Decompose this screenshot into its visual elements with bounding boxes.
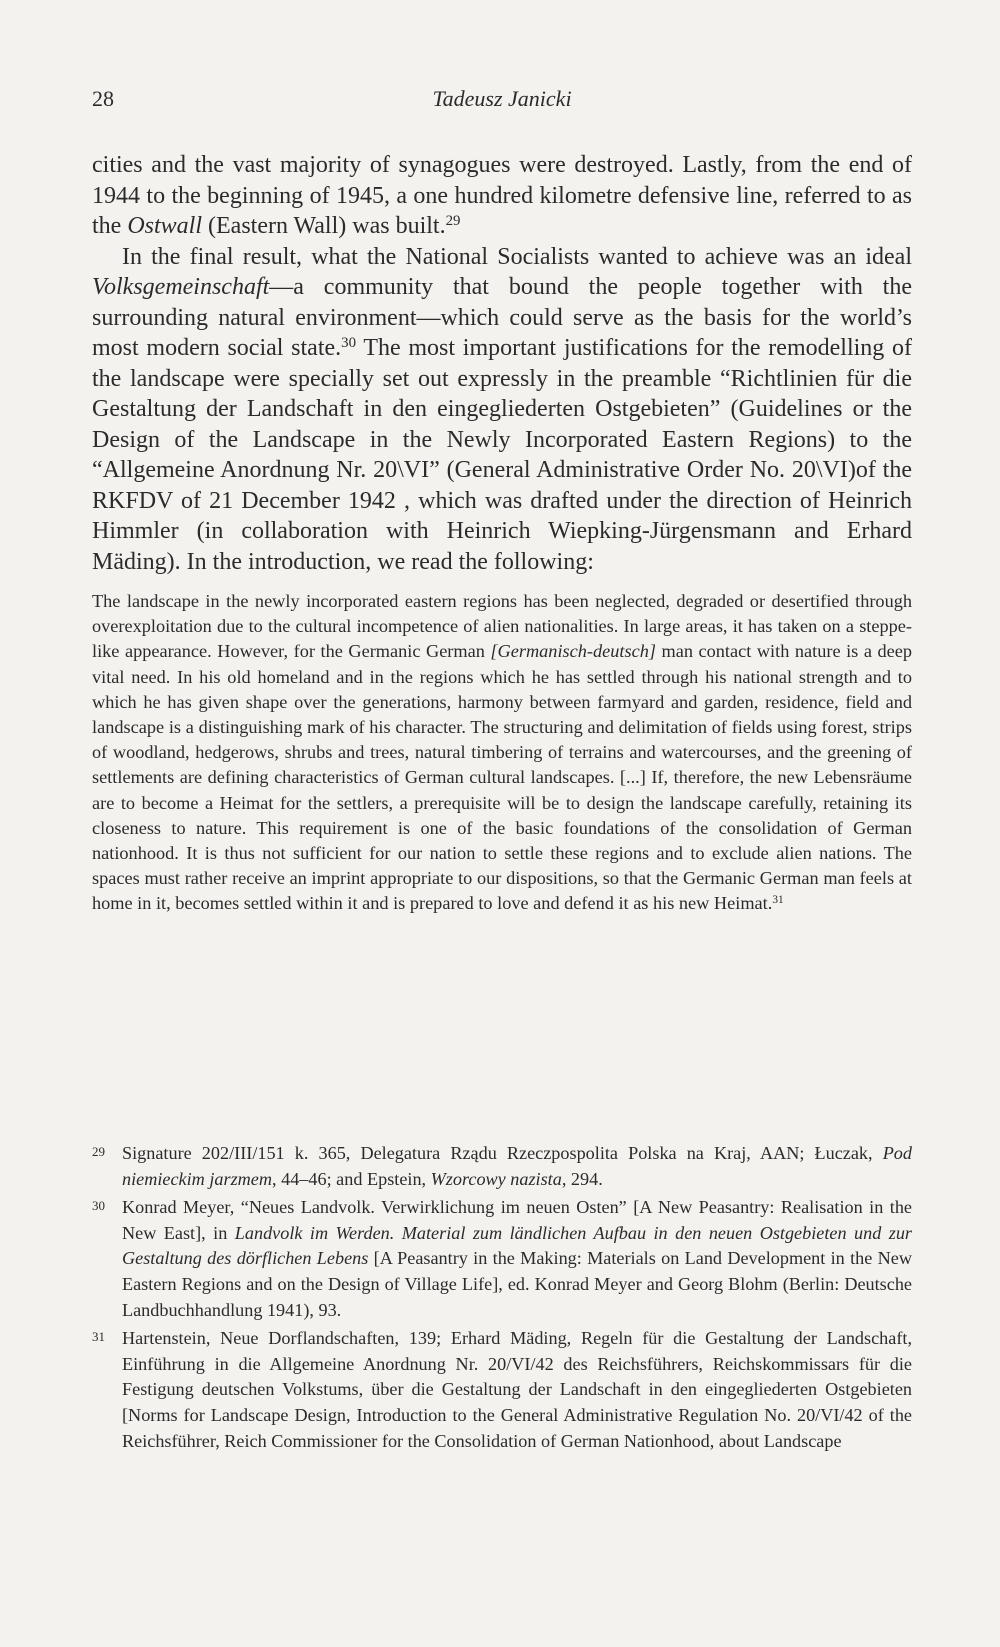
text-run: [A Peasantry in the Making: Materials on Land Development in the New Eastern Regions and on the Design of Village Life], ed. Konrad Meyer and Georg Blohm (Berlin: Deutsche Landbuchhandlung 1941), 93. [122,1248,912,1320]
block-quote [92,589,912,917]
footnote-ref: 29 [445,212,461,229]
italic-term: Volksgemeinschaft [92,274,270,300]
paragraph-2 [92,242,912,578]
text-run: , 44–46; and Epstein, [272,1168,431,1189]
footnotes [92,1141,912,1457]
text-run: Hartenstein, Neue Dorflandschaften, 139; Erhard Mäding, Regeln für die Gestaltung der Landschaft, Einführung in die Allgemeine Anordnung Nr. 20/VI/42 des Reichsführers, Reichskommissars für die Festigung deutschen Volkstums, über die Gestaltung der Landschaft in den eingegliederten Ostgebieten [Norms for Landscape Design, Introduction to the General Administrative Regulation No. 20/VI/42 of the Reichsführer, Reich Commissioner for the Consolidation of German Nationhood, about Landscape [122,1328,912,1451]
footnote [92,1195,912,1323]
footnote-number: 29 [92,1144,105,1159]
footnote-ref: 30 [341,334,357,351]
text-run: (Eastern Wall) was built. [202,213,446,239]
text-run: Signature 202/III/151 k. 365, Delegatura Rządu Rzeczpospolita Polska na Kraj, AAN; Łuczak, [122,1143,883,1163]
italic-title: Wzorcowy nazista [430,1168,562,1189]
paragraph-1 [92,150,912,242]
footnote [92,1326,912,1454]
italic-title: Pod niemieckim jarzmem [122,1143,912,1189]
italic-title: Landvolk im Werden. Material zum ländlichen Aufbau in den neuen Ostgebieten und zur Gestaltung des dörflichen Lebens [122,1222,912,1269]
text-run: , 294. [561,1168,603,1189]
italic-term: [Germanisch-deutsch] [490,641,656,662]
text-run: cities and the vast majority of synagogues were destroyed. Lastly, from the end of 1944 to the beginning of 1945, a one hundred kilometre defensive line, referred to as the [92,152,912,239]
footnote-number: 30 [92,1198,105,1214]
page-number: 28 [92,86,114,111]
main-text [92,150,912,917]
text-run: The most important justifications for the remodelling of the landscape were specially set out expressly in the preamble “Richtlinien für die Gestaltung der Landschaft in den eingegliederten Ostgebieten” (Guidelines or the Design of the Landscape in the Newly Incorporated Eastern Regions) to the “Allgemeine Anordnung Nr. 20\VI” (General Administrative Order No. 20\VI)of the RKFDV of 21 December 1942 , which was drafted under the direction of Heinrich Himmler (in collaboration with Heinrich Wiepking-Jürgensmann and Erhard Mäding). In the introduction, we read the following: [92,335,913,575]
running-head [92,86,912,116]
text-run: —a community that bound the people together with the surrounding natural environment—which could serve as the basis for the world’s most modern social state. [92,274,912,361]
footnote [92,1141,912,1192]
text-run: Konrad Meyer, “Neues Landvolk. Verwirklichung im neuen Osten” [A New Peasantry: Realisation in the New East], in [122,1197,912,1243]
running-title: Tadeusz Janicki [432,86,572,111]
text-run: man contact with nature is a deep vital need. In his old homeland and in the regions which he has settled through his national strength and to which he has given shape over the generations, harmony between farmyard and garden, residence, field and landscape is a distinguishing mark of his character. The structuring and delimitation of fields using forest, strips of woodland, hedgerows, shrubs and trees, natural timbering of terrains and watercourses, and the greening of settlements are defining characteristics of German cultural landscapes. [...] If, therefore, the new Lebensräume are to become a Heimat for the settlers, a prerequisite will be to design the landscape carefully, retaining its closeness to nature. This requirement is one of the basic foundations of the consolidation of German nationhood. It is thus not sufficient for our nation to settle these regions and to exclude alien nations. The spaces must rather receive an imprint appropriate to our dispositions, so that the Germanic German man feels at home in it, becomes settled within it and is prepared to love and defend it as his new Heimat. [92,641,913,914]
footnote-ref: 31 [772,894,784,907]
italic-term: Ostwall [127,213,203,239]
footnote-number: 31 [92,1329,105,1345]
text-run: In the final result, what the National Socialists wanted to achieve was an ideal [122,243,912,270]
text-run: The landscape in the newly incorporated eastern regions has been neglected, degraded or desertified through overexploitation due to the cultural incompetence of alien nationalities. In large areas, it has taken on a steppe-like appearance. However, for the Germanic German [92,591,912,662]
